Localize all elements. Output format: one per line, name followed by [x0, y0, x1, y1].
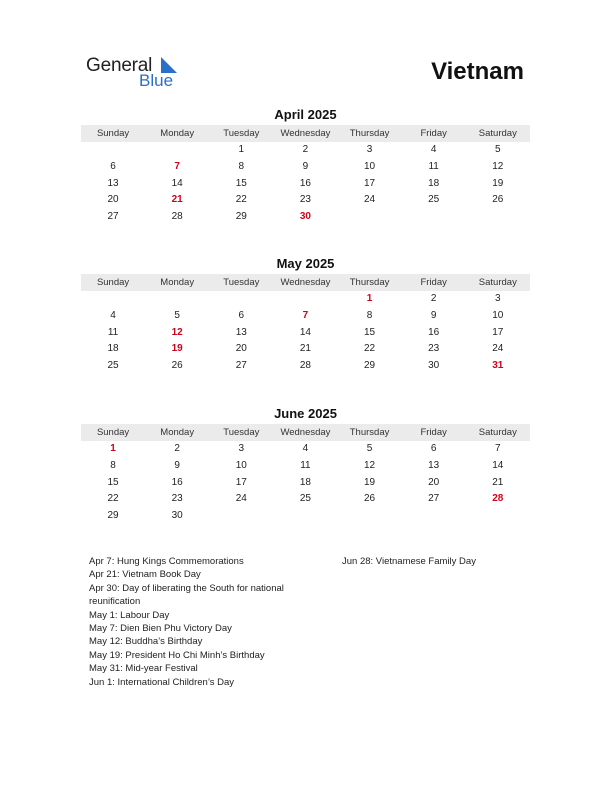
holiday-day-cell: 21 — [171, 194, 183, 206]
day-cell: 2 — [302, 144, 309, 155]
weekday-header: Saturday — [478, 128, 517, 139]
day-cell: 30 — [171, 510, 183, 522]
holiday-day-cell: 30 — [299, 211, 311, 223]
day-cell: 3 — [495, 293, 501, 304]
holiday-day-cell: 31 — [492, 360, 504, 372]
brand-blue-text: Blue — [139, 71, 174, 90]
day-cell: 18 — [299, 476, 311, 488]
holiday-day-cell: 7 — [174, 160, 180, 172]
day-cell: 11 — [300, 459, 311, 471]
day-cell: 3 — [366, 144, 373, 155]
holiday-entry: May 1: Labour Day — [89, 609, 170, 621]
day-cell: 7 — [495, 443, 501, 454]
day-cell: 22 — [364, 343, 376, 355]
day-cell: 4 — [302, 443, 309, 454]
day-cell: 8 — [366, 309, 373, 321]
day-cell: 4 — [430, 144, 437, 155]
empty-day-cell — [145, 291, 209, 308]
brand-logo — [86, 55, 186, 95]
empty-day-cell — [338, 508, 402, 525]
week-row — [81, 308, 530, 325]
month-title: May 2025 — [276, 256, 335, 271]
weekday-header: Sunday — [96, 277, 130, 288]
country-title: Vietnam — [431, 58, 524, 85]
holiday-list-right — [342, 555, 542, 568]
holiday-entry: May 7: Dien Bien Phu Victory Day — [89, 623, 232, 635]
day-cell: 3 — [238, 443, 245, 454]
weekday-header: Thursday — [349, 128, 390, 139]
day-cell: 16 — [171, 476, 183, 488]
day-cell: 14 — [299, 326, 311, 338]
day-cell: 6 — [110, 160, 116, 172]
holiday-list-left — [89, 555, 329, 689]
day-cell: 26 — [364, 493, 376, 505]
day-cell: 9 — [174, 459, 180, 471]
day-cell: 29 — [364, 360, 376, 372]
weekday-header: Wednesday — [280, 128, 331, 139]
day-cell: 20 — [107, 194, 119, 206]
day-cell: 6 — [430, 443, 437, 454]
day-cell: 15 — [107, 476, 119, 488]
holiday-entry: May 31: Mid-year Festival — [89, 663, 198, 675]
empty-day-cell — [81, 291, 145, 308]
week-row — [81, 291, 530, 308]
month-title: April 2025 — [274, 107, 337, 122]
holiday-entry: Apr 7: Hung Kings Commemorations — [89, 556, 244, 567]
day-cell: 28 — [171, 211, 183, 223]
day-cell: 20 — [428, 476, 440, 488]
day-cell: 19 — [364, 476, 376, 488]
holiday-day-cell: 12 — [171, 326, 183, 338]
empty-day-cell — [273, 291, 337, 308]
holiday-entry: May 19: President Ho Chi Minh’s Birthday — [89, 649, 265, 661]
brand-general-text: General — [86, 55, 153, 76]
week-row — [81, 341, 530, 358]
weekday-header: Friday — [420, 277, 447, 288]
day-cell: 15 — [364, 326, 376, 338]
day-cell: 11 — [107, 326, 119, 338]
day-cell: 27 — [107, 211, 119, 223]
empty-day-cell — [145, 142, 209, 159]
holiday-entry: May 12: Buddha’s Birthday — [89, 636, 203, 648]
day-cell: 11 — [428, 160, 439, 172]
day-cell: 12 — [364, 459, 376, 471]
holiday-day-cell: 28 — [492, 493, 504, 505]
day-cell: 10 — [492, 309, 504, 321]
day-cell: 2 — [430, 293, 437, 304]
weekday-header: Friday — [420, 427, 447, 438]
weekday-header-row — [81, 274, 530, 291]
day-cell: 5 — [495, 144, 501, 155]
weekday-header: Wednesday — [280, 427, 331, 438]
day-cell: 24 — [364, 194, 376, 206]
week-row — [81, 441, 530, 458]
weekday-header: Monday — [160, 277, 195, 288]
holiday-entry: Apr 30: Day of liberating the South for national — [89, 582, 284, 594]
month-may — [81, 256, 530, 375]
empty-day-cell — [402, 508, 466, 525]
week-row — [81, 475, 530, 492]
day-cell: 15 — [235, 177, 247, 189]
weekday-header-row — [81, 125, 530, 142]
day-cell: 10 — [364, 160, 376, 172]
holiday-day-cell: 1 — [366, 293, 373, 304]
holiday-day-cell: 7 — [302, 309, 309, 321]
day-cell: 28 — [299, 360, 311, 372]
day-cell: 12 — [492, 160, 504, 172]
day-cell: 1 — [238, 144, 245, 155]
day-cell: 20 — [235, 343, 247, 355]
day-cell: 4 — [110, 309, 116, 321]
day-cell: 29 — [107, 510, 119, 522]
week-row — [81, 358, 530, 375]
day-cell: 5 — [366, 443, 373, 454]
weekday-header: Thursday — [349, 427, 390, 438]
day-cell: 24 — [235, 493, 247, 505]
day-cell: 9 — [430, 309, 437, 321]
day-cell: 14 — [492, 459, 504, 471]
day-cell: 23 — [428, 343, 440, 355]
day-cell: 30 — [428, 360, 440, 372]
day-cell: 21 — [492, 476, 504, 488]
weekday-header: Sunday — [96, 427, 130, 438]
day-cell: 8 — [238, 160, 245, 172]
week-row — [81, 508, 530, 525]
empty-day-cell — [402, 209, 466, 226]
day-cell: 13 — [428, 459, 440, 471]
day-cell: 13 — [235, 326, 247, 338]
weekday-header: Saturday — [478, 427, 517, 438]
empty-day-cell — [273, 508, 337, 525]
day-cell: 26 — [171, 360, 183, 372]
day-cell: 27 — [235, 360, 247, 372]
weekday-header: Monday — [160, 427, 195, 438]
day-cell: 25 — [428, 194, 440, 206]
day-cell: 23 — [299, 194, 311, 206]
month-title: June 2025 — [274, 406, 337, 421]
holiday-entry: Jun 28: Vietnamese Family Day — [342, 556, 476, 567]
weekday-header: Tuesday — [223, 128, 260, 139]
day-cell: 17 — [364, 177, 376, 189]
day-cell: 13 — [107, 177, 119, 189]
empty-day-cell — [81, 142, 145, 159]
empty-day-cell — [466, 508, 530, 525]
day-cell: 16 — [299, 177, 311, 189]
day-cell: 6 — [238, 309, 245, 321]
weekday-header: Tuesday — [223, 427, 260, 438]
week-row — [81, 176, 530, 193]
day-cell: 5 — [174, 309, 180, 321]
week-row — [81, 491, 530, 508]
day-cell: 25 — [299, 493, 311, 505]
holiday-entry: Apr 21: Vietnam Book Day — [89, 569, 201, 581]
day-cell: 9 — [302, 160, 309, 172]
weekday-header: Thursday — [349, 277, 390, 288]
holiday-entry: reunification — [89, 596, 141, 608]
week-row — [81, 142, 530, 159]
day-cell: 26 — [492, 194, 504, 206]
day-cell: 23 — [171, 493, 183, 505]
empty-day-cell — [209, 508, 273, 525]
day-cell: 21 — [299, 343, 311, 355]
week-row — [81, 325, 530, 342]
weekday-header: Monday — [160, 128, 195, 139]
week-row — [81, 159, 530, 176]
empty-day-cell — [338, 209, 402, 226]
day-cell: 10 — [235, 459, 247, 471]
empty-day-cell — [466, 209, 530, 226]
day-cell: 24 — [492, 343, 504, 355]
day-cell: 22 — [235, 194, 247, 206]
holiday-day-cell: 1 — [110, 443, 116, 454]
weekday-header: Sunday — [96, 128, 130, 139]
week-row — [81, 192, 530, 209]
month-june — [81, 406, 530, 525]
day-cell: 8 — [110, 459, 116, 471]
holiday-entry: Jun 1: International Children’s Day — [89, 676, 235, 688]
day-cell: 16 — [428, 326, 440, 338]
day-cell: 14 — [171, 177, 183, 189]
empty-day-cell — [209, 291, 273, 308]
day-cell: 29 — [235, 211, 247, 223]
day-cell: 22 — [107, 493, 119, 505]
day-cell: 18 — [428, 177, 440, 189]
day-cell: 17 — [235, 476, 247, 488]
weekday-header: Wednesday — [280, 277, 331, 288]
week-row — [81, 209, 530, 226]
holiday-day-cell: 19 — [171, 343, 183, 355]
month-april — [81, 107, 530, 226]
weekday-header-row — [81, 424, 530, 441]
weekday-header: Saturday — [478, 277, 517, 288]
day-cell: 19 — [492, 177, 504, 189]
day-cell: 27 — [428, 493, 440, 505]
day-cell: 2 — [174, 443, 180, 454]
day-cell: 18 — [107, 343, 119, 355]
weekday-header: Friday — [420, 128, 447, 139]
day-cell: 17 — [492, 326, 504, 338]
day-cell: 25 — [107, 360, 119, 372]
week-row — [81, 458, 530, 475]
weekday-header: Tuesday — [223, 277, 260, 288]
